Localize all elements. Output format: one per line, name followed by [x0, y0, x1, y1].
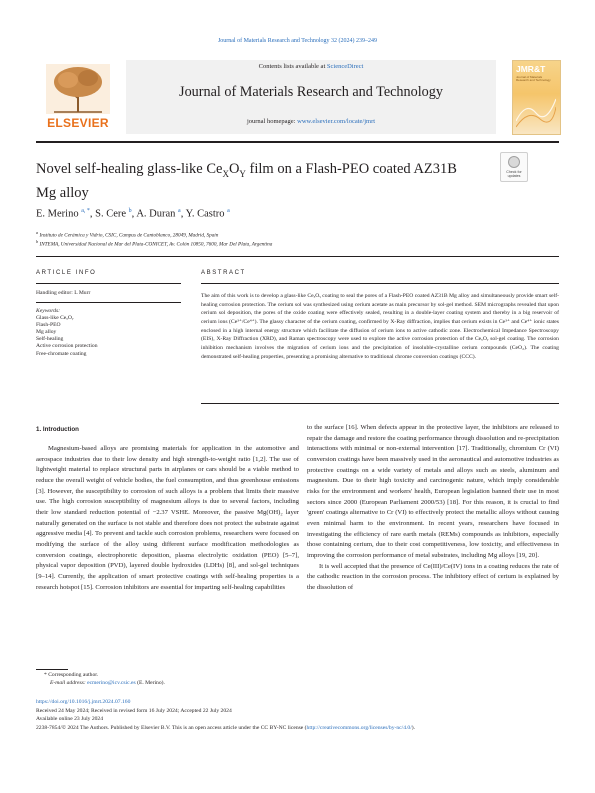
- doi-link[interactable]: https://doi.org/10.1016/j.jmrt.2024.07.160: [36, 699, 131, 705]
- license-prefix: 2238-7854/© 2024 The Authors. Published by Elsevier B.V. This is an open access article under the CC BY-NC license (: [36, 725, 307, 731]
- journal-title: Journal of Materials Research and Technology: [179, 84, 443, 100]
- email-label: E-mail address:: [50, 680, 88, 686]
- paragraph: It is well accepted that the presence of Ce(III)/Ce(IV) ions in a coating reduces the rate of the cathodic reaction in the corrosion process. The inhibitory effect of cerium is explained by the dissolution of: [307, 562, 559, 591]
- affiliation-mark: b: [36, 239, 39, 244]
- affiliation-rule: [36, 256, 559, 257]
- handling-editor: Handling editor: L Murr: [36, 290, 91, 296]
- affiliation-text: Instituto de Cerámica y Vidrio, CSIC, Campus de Cantoblanco, 28049, Madrid, Spain: [39, 232, 219, 239]
- keyword: Active corrosion protection: [36, 343, 98, 350]
- abstract-bottom-rule: [201, 403, 559, 404]
- elsevier-wordmark: ELSEVIER: [47, 116, 109, 130]
- contents-prefix: Contents lists available at: [258, 63, 327, 70]
- cover-graphic-icon: [516, 91, 556, 129]
- paragraph: Magnesium-based alloys are promising materials for application in the automotive and aerospace industries due to their low density and high strength-to-weight ratio [1,2]. The use of lightweight material to replace structural parts in airplanes or cars should be a viable method to reduce the overall weight of vehicle bodies, the fuel consumption, and thus greenhouse emissions [3]. However, the susceptibility to corrosion of such alloys is a problem that limits their massive use. The high corrosion susceptibility of magnesium alloys is due to several factors, including their low standard reduction potential of −2.37 VSHE. Moreover, the passive Mg(OH)₂ layer naturally generated on the surface is not stable and therefore does not protect the substrate against aggressive media [4]. To prevent and tackle such corrosion problems, researchers were focused on modifying the surface of the alloy using different surface modification methodologies as conversion coatings, electrophoretic deposition, plasma electrolytic oxidation (PEO) [5–7], physical vapor deposition (PVD), layered double hydroxides (LDHs) [8], and sol-gel techniques [9–14]. Currently, the application of smart protective coatings with self-healing properties is a research hotspot [15]. Corrosion inhibitors are essential for imparting self-healing capabilities: [36, 445, 299, 591]
- title-text-2: O: [228, 161, 240, 177]
- homepage-link[interactable]: www.elsevier.com/locate/jmrt: [297, 118, 376, 125]
- keywords-block: [36, 308, 181, 358]
- masthead-center: [126, 60, 496, 134]
- elsevier-tree-icon: [46, 64, 110, 114]
- keyword: Glass-like CeₓOᵧ: [36, 315, 74, 322]
- author-list: E. Merino $^{a, *}$, S. Cere $^b$, A. Duran $^a$, Y. Castro $^a$: [36, 208, 230, 220]
- license-text: [36, 725, 559, 733]
- journal-reference[interactable]: Journal of Materials Research and Technology 32 (2024) 239–249: [217, 38, 378, 44]
- author-name: Y. Castro: [185, 208, 225, 220]
- contents-available: [126, 63, 496, 70]
- author-affiliation-mark[interactable]: a: [227, 208, 230, 214]
- author-affiliation-mark[interactable]: b: [128, 208, 132, 214]
- journal-cover-thumbnail[interactable]: [512, 60, 561, 135]
- email-suffix: (E. Merino).: [135, 680, 165, 686]
- affiliation-mark: a: [36, 230, 39, 235]
- title-sub-x: X: [222, 168, 229, 179]
- keywords-rule: [36, 302, 181, 303]
- check-for-updates-badge[interactable]: [500, 152, 528, 182]
- author-name: E. Merino: [36, 208, 79, 220]
- abstract-heading: ABSTRACT: [201, 270, 246, 276]
- title-sub-y: Y: [239, 168, 246, 179]
- cover-subtitle: Journal of Materials Research and Technology: [516, 75, 551, 83]
- license-suffix: ).: [411, 725, 416, 731]
- author-affiliation-mark[interactable]: a, *: [81, 208, 90, 214]
- email-line: [50, 680, 165, 688]
- affiliation-text: INTEMA, Universidad Nacional de Mar del Plata-CONICET, Av. Colón 10850, 7600, Mar Del Plata, Argentina: [39, 241, 273, 248]
- received-dates: Received 24 May 2024; Received in revised form 16 July 2024; Accepted 22 July 2024: [36, 708, 232, 714]
- email-link[interactable]: ecmerino@icv.csic.es: [87, 680, 136, 686]
- cover-title: JMR&T: [516, 64, 546, 74]
- masthead: [36, 60, 559, 137]
- keyword: Free-chromate coating: [36, 350, 87, 357]
- author-name: S. Cere: [95, 208, 127, 220]
- elsevier-logo[interactable]: [36, 60, 120, 137]
- footnote-rule: [36, 669, 68, 670]
- keyword: Mg alloy: [36, 329, 57, 336]
- title-text-1: Novel self-healing glass-like Ce: [36, 161, 223, 177]
- article-info-rule: [36, 283, 181, 284]
- license-link[interactable]: http://creativecommons.org/licenses/by-nc/4.0/: [306, 725, 412, 731]
- keywords-label: Keywords:: [36, 308, 61, 314]
- check-updates-icon: [508, 156, 520, 168]
- keyword: Flash-PEO: [36, 322, 61, 329]
- author-name: A. Duran: [136, 208, 176, 220]
- article-info-heading: ARTICLE INFO: [36, 270, 97, 276]
- affiliation: [36, 239, 272, 248]
- article-title: [36, 160, 476, 203]
- body-column-right: [307, 423, 559, 594]
- body-column-left: [36, 444, 299, 593]
- journal-homepage: [126, 118, 496, 125]
- masthead-rule: [36, 141, 559, 143]
- title-text-3: film on a Flash-PEO coated AZ31B: [245, 161, 457, 177]
- abstract-text: The aim of this work is to develop a glass-like CeₓOᵧ coating to seal the pores of a Flash-PEO coated AZ31B Mg alloy and simultaneously provide smart self-healing corrosion protection. The cerium sol was synthesized using cerium acetate as main precursor by sol-gel method. SEM micrographs revealed that upon cerium sol deposition, the pores of the oxide coating were effectively sealed, resulting in a double-layer coating system and thereby in a big reservoir of cerium ions (Ce³⁺/Ce⁴⁺). The glassy character of the cerium coating, confirmed by X-Ray diffraction, implies that cerium exists in Ce³⁺ and Ce⁴⁺ ionic states enclosed in a high internal energy structure which facilitate the diffusion of cerium ions to active cathodic zone. Electrochemical Impedance Spectroscopy (EIS), X-Ray Diffraction (XRD), and Raman spectroscopy were used to explore the active corrosion protection of the CeₓOᵧ sol-gel coating. The corrosion inhibition mechanism involves the migration of cerium ions and the precipitation of insoluble-crystalline cerium compounds (CeO₂). The coating demonstrated self-healing properties, presenting a promising alternative to traditional chrome conversion coatings (CCC).: [201, 293, 559, 360]
- corresponding-author-note: * Corresponding author.: [44, 672, 99, 678]
- affiliation: [36, 230, 218, 239]
- paragraph: to the surface [16]. When defects appear in the protective layer, the inhibitors are released to repair the damage and restore the coating performance through dissolution and re-precipitation interactions with minimal or non-external intervention [17]. Traditionally, chromium Cr (VI) conversion coatings have been massively used in the aeronautical and automotive industries as protective coatings on a wide variety of metals and alloys such as steels, aluminum and magnesium. Due to their high toxicity and carcinogenic nature, which imply considerable risks for the environment and workers' health, European legislation banned their use in most sectors since 2000 (European Parliament 2000/53) [18]. For this reason, it is crucial to find 'green' coatings alternative to Cr (VI) to effectively protect the metallic alloys without causing even minimal harm to the environment. In recent years, researchers have focused in investigating the efficiency of rare earth metals (REMs) compounds as inhibitors, especially those containing cerium, due to their cost competitiveness, low toxicity, and effectiveness in improving the corrosion performance of metal substrates, including Mg alloys [19, 20].: [307, 424, 559, 559]
- title-text-line2: Mg alloy: [36, 184, 89, 201]
- sciencedirect-link[interactable]: ScienceDirect: [326, 63, 364, 70]
- section-heading: 1. Introduction: [36, 426, 79, 433]
- keyword: Self-healing: [36, 336, 64, 343]
- author-affiliation-mark[interactable]: a: [178, 208, 181, 214]
- homepage-prefix: journal homepage:: [246, 118, 298, 125]
- check-updates-label: Check for updates: [506, 170, 522, 178]
- abstract-rule: [201, 283, 559, 284]
- available-online: Available online 23 July 2024: [36, 716, 104, 722]
